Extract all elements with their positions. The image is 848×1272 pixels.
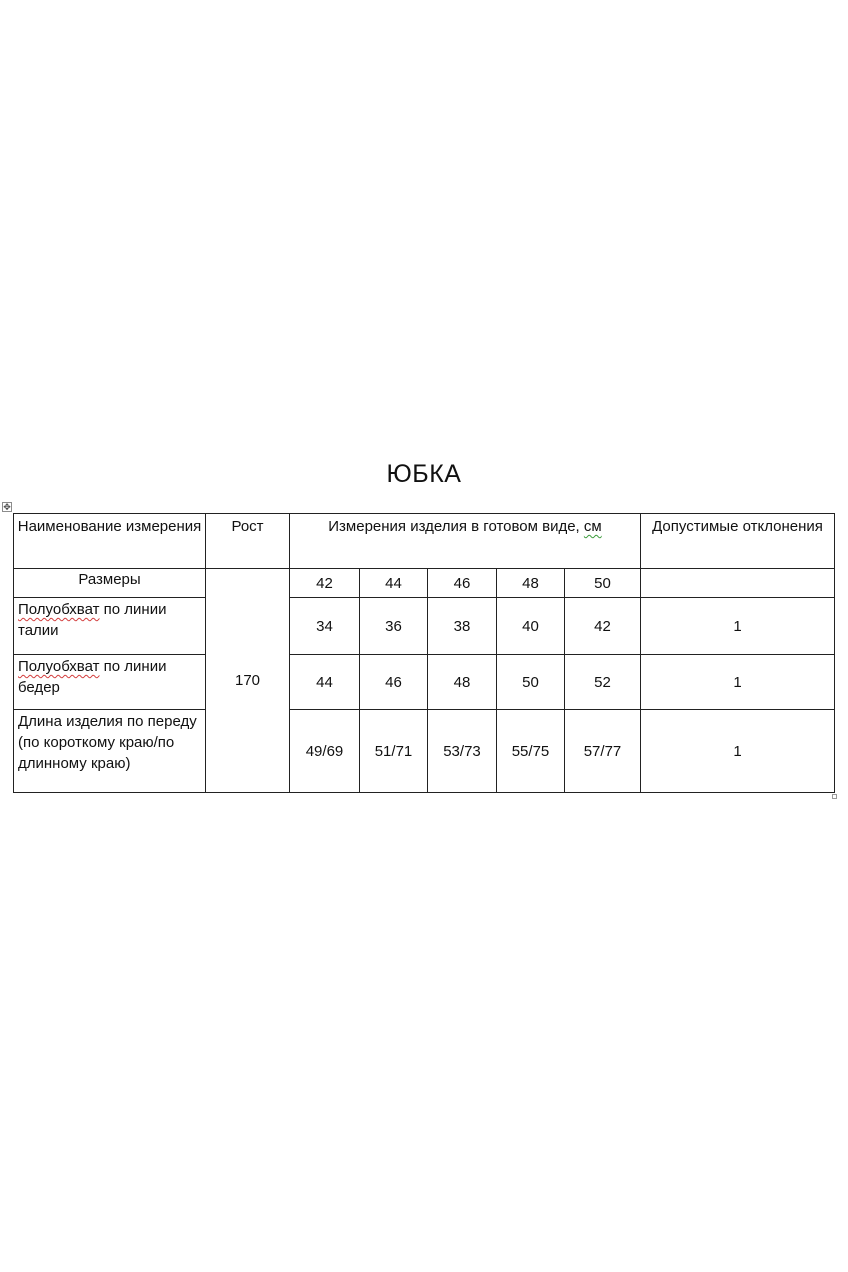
- sizes-row: [14, 569, 835, 598]
- value-cell: 51/71: [360, 710, 428, 793]
- size-cell: 42: [290, 569, 360, 598]
- header-cell-tolerance: Допустимые отклонения: [641, 514, 835, 569]
- value-cell: 34: [290, 598, 360, 655]
- row-label: [14, 655, 206, 710]
- value-cell: 53/73: [428, 710, 497, 793]
- table-row: [14, 655, 835, 710]
- value-cell: 42: [565, 598, 641, 655]
- tolerance-cell: 1: [641, 598, 835, 655]
- value-cell: 46: [360, 655, 428, 710]
- header-measurements-text: Измерения изделия в готовом виде,: [328, 518, 580, 535]
- size-cell: 50: [565, 569, 641, 598]
- tolerance-cell: 1: [641, 655, 835, 710]
- height-value: 170: [206, 569, 290, 793]
- size-cell: 46: [428, 569, 497, 598]
- size-cell: 48: [497, 569, 565, 598]
- value-cell: 36: [360, 598, 428, 655]
- value-cell: 44: [290, 655, 360, 710]
- row-label: [14, 598, 206, 655]
- value-cell: 40: [497, 598, 565, 655]
- row-label-part-a: Длина изделия по переду (по короткому краю/по длинному краю): [18, 713, 197, 772]
- table-header-row: [14, 514, 835, 569]
- row-label-part-b: по линии бедер: [18, 658, 167, 696]
- table-resize-handle[interactable]: [832, 794, 837, 799]
- header-cell-height: Рост: [206, 514, 290, 569]
- document-title: ЮБКА: [386, 460, 462, 488]
- row-label-part-b: по линии талии: [18, 601, 167, 639]
- header-measurements-unit: см: [583, 518, 602, 535]
- value-cell: 49/69: [290, 710, 360, 793]
- size-table: [13, 513, 835, 793]
- value-cell: 52: [565, 655, 641, 710]
- table-row: [14, 710, 835, 793]
- row-label-part-a: Полуобхват: [18, 658, 100, 675]
- table-row: [14, 598, 835, 655]
- row-label-part-a: Полуобхват: [18, 601, 100, 618]
- sizes-tolerance-empty: [641, 569, 835, 598]
- row-label: [14, 710, 206, 793]
- size-cell: 44: [360, 569, 428, 598]
- header-cell-name: Наименование измерения: [14, 514, 206, 569]
- value-cell: 38: [428, 598, 497, 655]
- value-cell: 55/75: [497, 710, 565, 793]
- value-cell: 48: [428, 655, 497, 710]
- tolerance-cell: 1: [641, 710, 835, 793]
- value-cell: 50: [497, 655, 565, 710]
- sizes-label: Размеры: [14, 569, 206, 598]
- value-cell: 57/77: [565, 710, 641, 793]
- table-move-handle-icon[interactable]: ✥: [3, 501, 11, 512]
- header-cell-measurements: [290, 514, 641, 569]
